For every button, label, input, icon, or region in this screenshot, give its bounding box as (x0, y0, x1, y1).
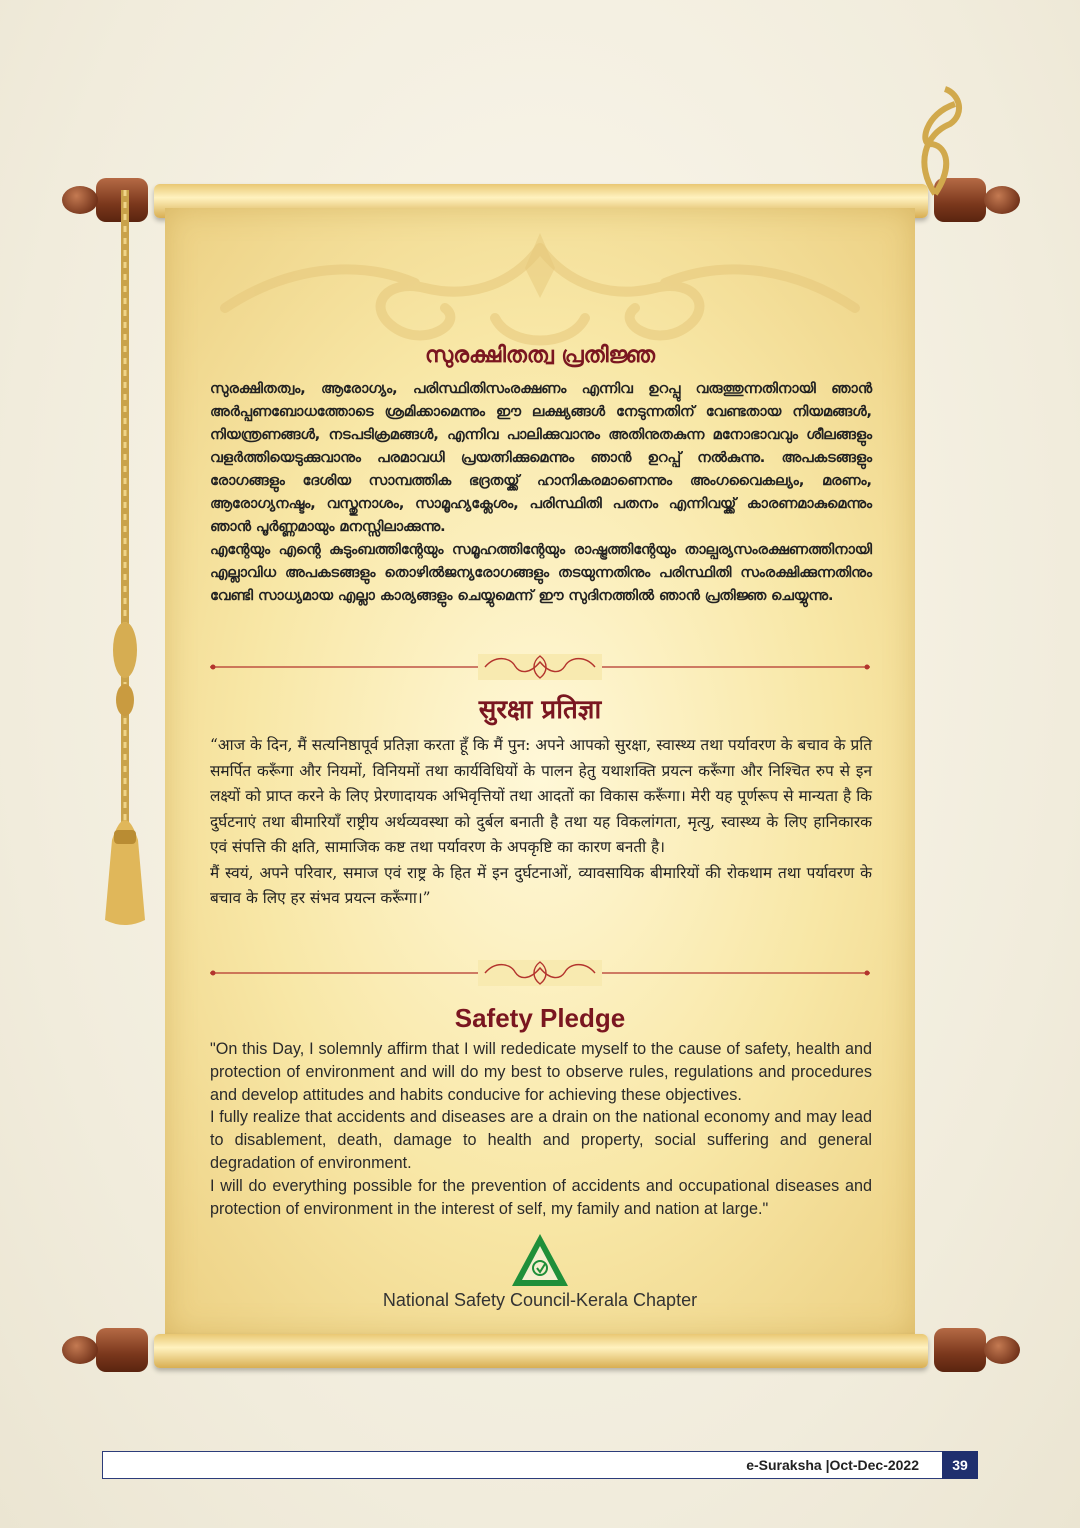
english-pledge-text (210, 1038, 872, 1220)
malayalam-pledge-text (210, 378, 872, 608)
malayalam-paragraph-2: എന്റേയും എന്റെ കുടുംബത്തിന്റേയും സമൂഹത്തിന്റേയും രാഷ്ട്രത്തിന്റേയും താല്പര്യസംരക്ഷണത്തിനായി എല്ലാവിധ അപകടങ്ങളും തൊഴിൽജന്യരോഗങ്ങളും തടയുന്നതിനും പരിസ്ഥിതി സംരക്ഷിക്കുന്നതിനും വേണ്ടി സാധ്യമായ എല്ലാ കാര്യങ്ങളും ചെയ്യുമെന്ന് ഈ സുദിനത്തിൽ ഞാൻ പ്രതിജ്ഞ ചെയ്യുന്നു. (210, 542, 872, 604)
hindi-pledge-title: सुरक्षा प्रतिज्ञा (478, 695, 602, 725)
hindi-pledge-text (210, 733, 872, 912)
english-paragraph-3: I will do everything possible for the prevention of accidents and occupational diseases and protection of environment in the interest of self, my family and nation at large." (210, 1176, 872, 1218)
ornamental-divider-icon (210, 652, 870, 682)
malayalam-pledge-title: സുരക്ഷിതത്വ പ്രതിജ്ഞ (425, 343, 655, 368)
publication-label: e-Suraksha |Oct-Dec-2022 (746, 1457, 919, 1473)
page-footer (102, 1451, 978, 1479)
scroll-bottom-rod (62, 1322, 1020, 1378)
malayalam-paragraph-1: സുരക്ഷിതത്വം, ആരോഗ്യം, പരിസ്ഥിതിസംരക്ഷണം എന്നിവ ഉറപ്പു വരുത്തുന്നതിനായി ഞാൻ അർപ്പണബോധത്തോടെ ശ്രമിക്കാമെന്നും ഈ ലക്ഷ്യങ്ങൾ നേടുന്നതിന് വേണ്ടതായ നിയമങ്ങൾ, നിയന്ത്രണങ്ങൾ, നടപടിക്രമങ്ങൾ, എന്നിവ പാലിക്കുവാനും അതിനുതകുന്ന മനോഭാവവും ശീലങ്ങളും വളർത്തിയെടുക്കുവാനും പരമാവധി പ്രയത്നിക്കുമെന്നും ഞാൻ ഉറപ്പ് നൽകുന്നു. അപകടങ്ങളും രോഗങ്ങളും ദേശിയ സാമ്പത്തിക ഭദ്രതയ്ക്ക് ഹാനികരമാണെന്നും അംഗവൈകല്യം, മരണം, ആരോഗ്യനഷ്ടം, വസ്തുനാശം, സാമൂഹ്യക്ലേശം, പരിസ്ഥിതി പതനം എന്നിവയ്ക്ക് കാരണമാകുമെന്നും ഞാൻ പൂർണ്ണമായും മനസ്സിലാക്കുന്നു. (210, 381, 872, 535)
ornamental-divider-icon (210, 958, 870, 988)
page-number: 39 (942, 1451, 978, 1479)
organization-name: National Safety Council-Kerala Chapter (382, 1290, 698, 1310)
hindi-paragraph-2: मैं स्वयं, अपने परिवार, समाज एवं राष्ट्र के हित में इन दुर्घटनाओं, व्यावसायिक बीमारियों की रोकथाम तथा पर्यावरण के बचाव के लिए हर संभव प्रयत्न करूँगा।” (210, 863, 872, 907)
english-paragraph-1: "On this Day, I solemnly affirm that I will rededicate myself to the cause of safety, health and protection of environment and will do my best to observe rules, regulations and procedures and develop attitudes and habits conducive for achieving these objectives. (210, 1040, 872, 1104)
floral-ornament-icon (165, 228, 915, 358)
cord-knot-icon (905, 84, 975, 204)
english-pledge-title: Safety Pledge (454, 1003, 626, 1033)
green-triangle-safety-logo-icon (510, 1232, 570, 1288)
english-paragraph-2: I fully realize that accidents and diseases are a drain on the national economy and may lead to disablement, death, damage to health and property, social suffering and general degradation of environment. (210, 1108, 872, 1172)
hindi-paragraph-1: “आज के दिन, मैं सत्यनिष्ठापूर्व प्रतिज्ञा करता हूँ कि मैं पुन: अपने आपको सुरक्षा, स्वास्थ्य तथा पर्यावरण के बचाव के प्रति समर्पित करूँगा और नियमों, विनियमों तथा कार्यविधियों के पालन हेतु यथाशक्ति प्रयत्न करूँगा और निश्चित रुप से इन लक्ष्यों को प्राप्त करने के लिए प्रेरणादायक अभिवृत्तियों तथा आदतों का विकास करूँगा। मेरी यह पूर्णरूप से मान्यता है कि दुर्घटनाएं तथा बीमारियाँ राष्ट्रीय अर्थव्यवस्था को दुर्बल बनाती है तथा यह विकलांगता, मृत्यु, स्वास्थ्य के लिए हानिकारक एवं संपत्ति की क्षति, सामाजिक कष्ट तथा पर्यावरण के अपकृष्टि का कारण बनती है। (210, 736, 872, 856)
tassel-cord-icon (90, 180, 160, 930)
